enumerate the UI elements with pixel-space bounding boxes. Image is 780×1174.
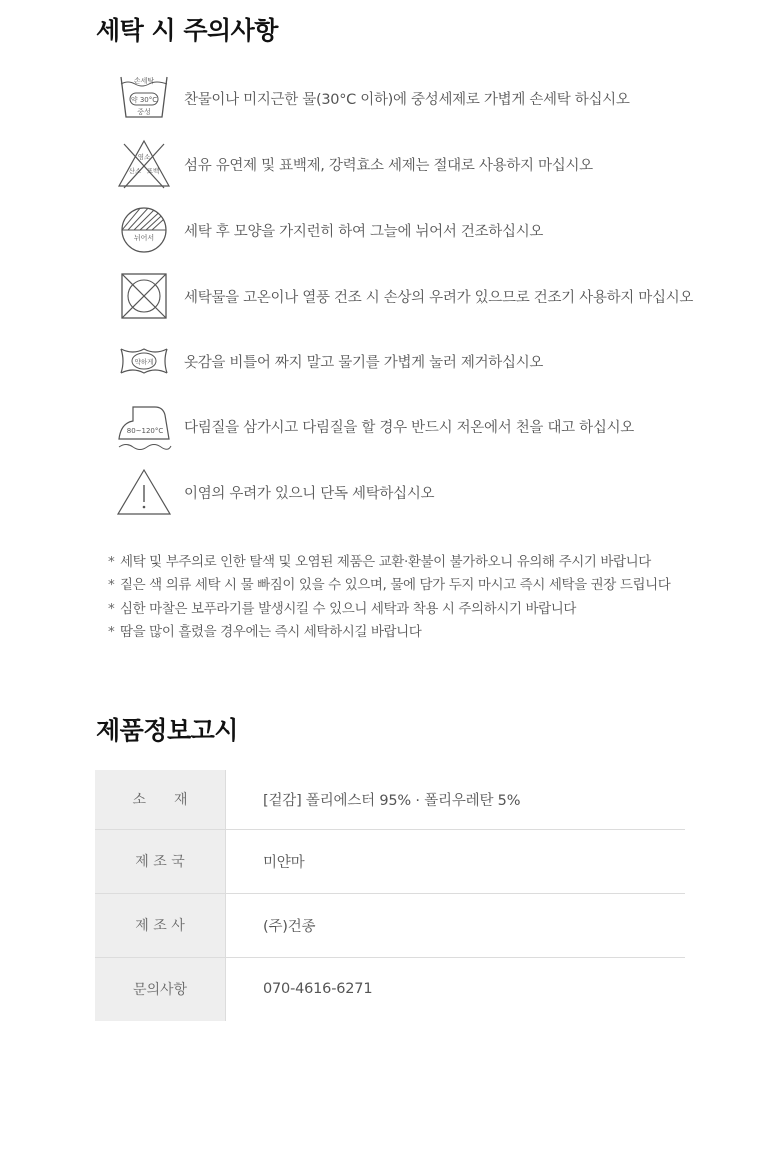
hand-wash-icon — [112, 70, 176, 126]
warning-icon — [112, 464, 176, 520]
care-text: 세탁물을 고온이나 열풍 건조 시 손상의 우려가 있으므로 건조기 사용하지 마십시오 — [184, 289, 694, 306]
dry-flat-icon — [112, 202, 176, 258]
care-item — [112, 268, 712, 324]
care-note: * 짙은 색 의류 세탁 시 물 빠짐이 있을 수 있으며, 물에 담가 두지 마시고 즉시 세탁을 권장 드립니다 — [108, 574, 670, 597]
asterisk-icon: * — [108, 554, 115, 570]
table-row — [95, 957, 685, 1021]
table-row — [95, 893, 685, 957]
table-row — [95, 770, 685, 829]
svg-text:중성: 중성 — [137, 108, 151, 116]
care-text: 다림질을 삼가시고 다림질을 할 경우 반드시 저온에서 천을 대고 하십시오 — [184, 419, 634, 436]
asterisk-icon: * — [108, 577, 115, 594]
care-section-title: 세탁 시 주의사항 — [96, 16, 278, 45]
gentle-wring-icon — [112, 333, 176, 389]
table-row — [95, 829, 685, 893]
svg-text:약 30°C: 약 30°C — [130, 96, 158, 104]
care-text: 이염의 우려가 있으니 단독 세탁하십시오 — [184, 485, 435, 502]
row-value: 070-4616-6271 — [263, 981, 373, 998]
care-item — [112, 70, 712, 126]
row-label: 제 조 국 — [95, 829, 226, 893]
row-value: (주)건종 — [226, 893, 686, 957]
row-label: 문의사항 — [95, 957, 226, 1021]
row-value: [겉감] 폴리에스터 95% · 폴리우레탄 5% — [226, 770, 686, 829]
care-text: 세탁 후 모양을 가지런히 하여 그늘에 뉘어서 건조하십시오 — [184, 223, 544, 240]
care-item — [112, 464, 712, 520]
care-text: 찬물이나 미지근한 물(30°C 이하)에 중성세제로 가볍게 손세탁 하십시오 — [184, 91, 630, 108]
care-text: 섬유 유연제 및 표백제, 강력효소 세제는 절대로 사용하지 마십시오 — [184, 157, 593, 174]
row-label: 소 재 — [95, 770, 226, 829]
svg-text:80~120°C: 80~120°C — [126, 427, 164, 435]
svg-text:뉘어서: 뉘어서 — [133, 234, 155, 242]
care-item — [112, 136, 712, 192]
asterisk-icon: * — [108, 623, 115, 640]
care-note: * 심한 마찰은 보푸라기를 발생시킬 수 있으니 세탁과 착용 시 주의하시기 바랍니다 — [108, 598, 670, 621]
care-note: * 땀을 많이 흘렸을 경우에는 즉시 세탁하시길 바랍니다 — [108, 621, 670, 644]
row-label: 제 조 사 — [95, 893, 226, 957]
svg-text:표백: 표백 — [146, 167, 160, 175]
product-info-table — [95, 770, 685, 1021]
svg-text:염소: 염소 — [137, 153, 151, 161]
no-tumble-dry-icon — [112, 268, 176, 324]
care-item — [112, 333, 712, 389]
care-note: * 세탁 및 부주의로 인한 탈색 및 오염된 제품은 교환·환불이 불가하오니 유의해 주시기 바랍니다 — [108, 551, 670, 574]
svg-text:약하게: 약하게 — [134, 358, 154, 366]
svg-text:산소: 산소 — [128, 167, 142, 175]
care-notes-list — [108, 551, 670, 644]
product-info-title: 제품정보고시 — [96, 716, 238, 745]
svg-text:손세탁: 손세탁 — [133, 77, 155, 85]
care-text: 옷감을 비틀어 짜지 말고 물기를 가볍게 눌러 제거하십시오 — [184, 354, 544, 371]
care-item — [112, 398, 712, 454]
asterisk-icon: * — [108, 600, 115, 617]
row-value: 미얀마 — [226, 829, 686, 893]
iron-low-icon — [112, 398, 176, 454]
care-item — [112, 202, 712, 258]
no-bleach-icon — [112, 136, 176, 192]
